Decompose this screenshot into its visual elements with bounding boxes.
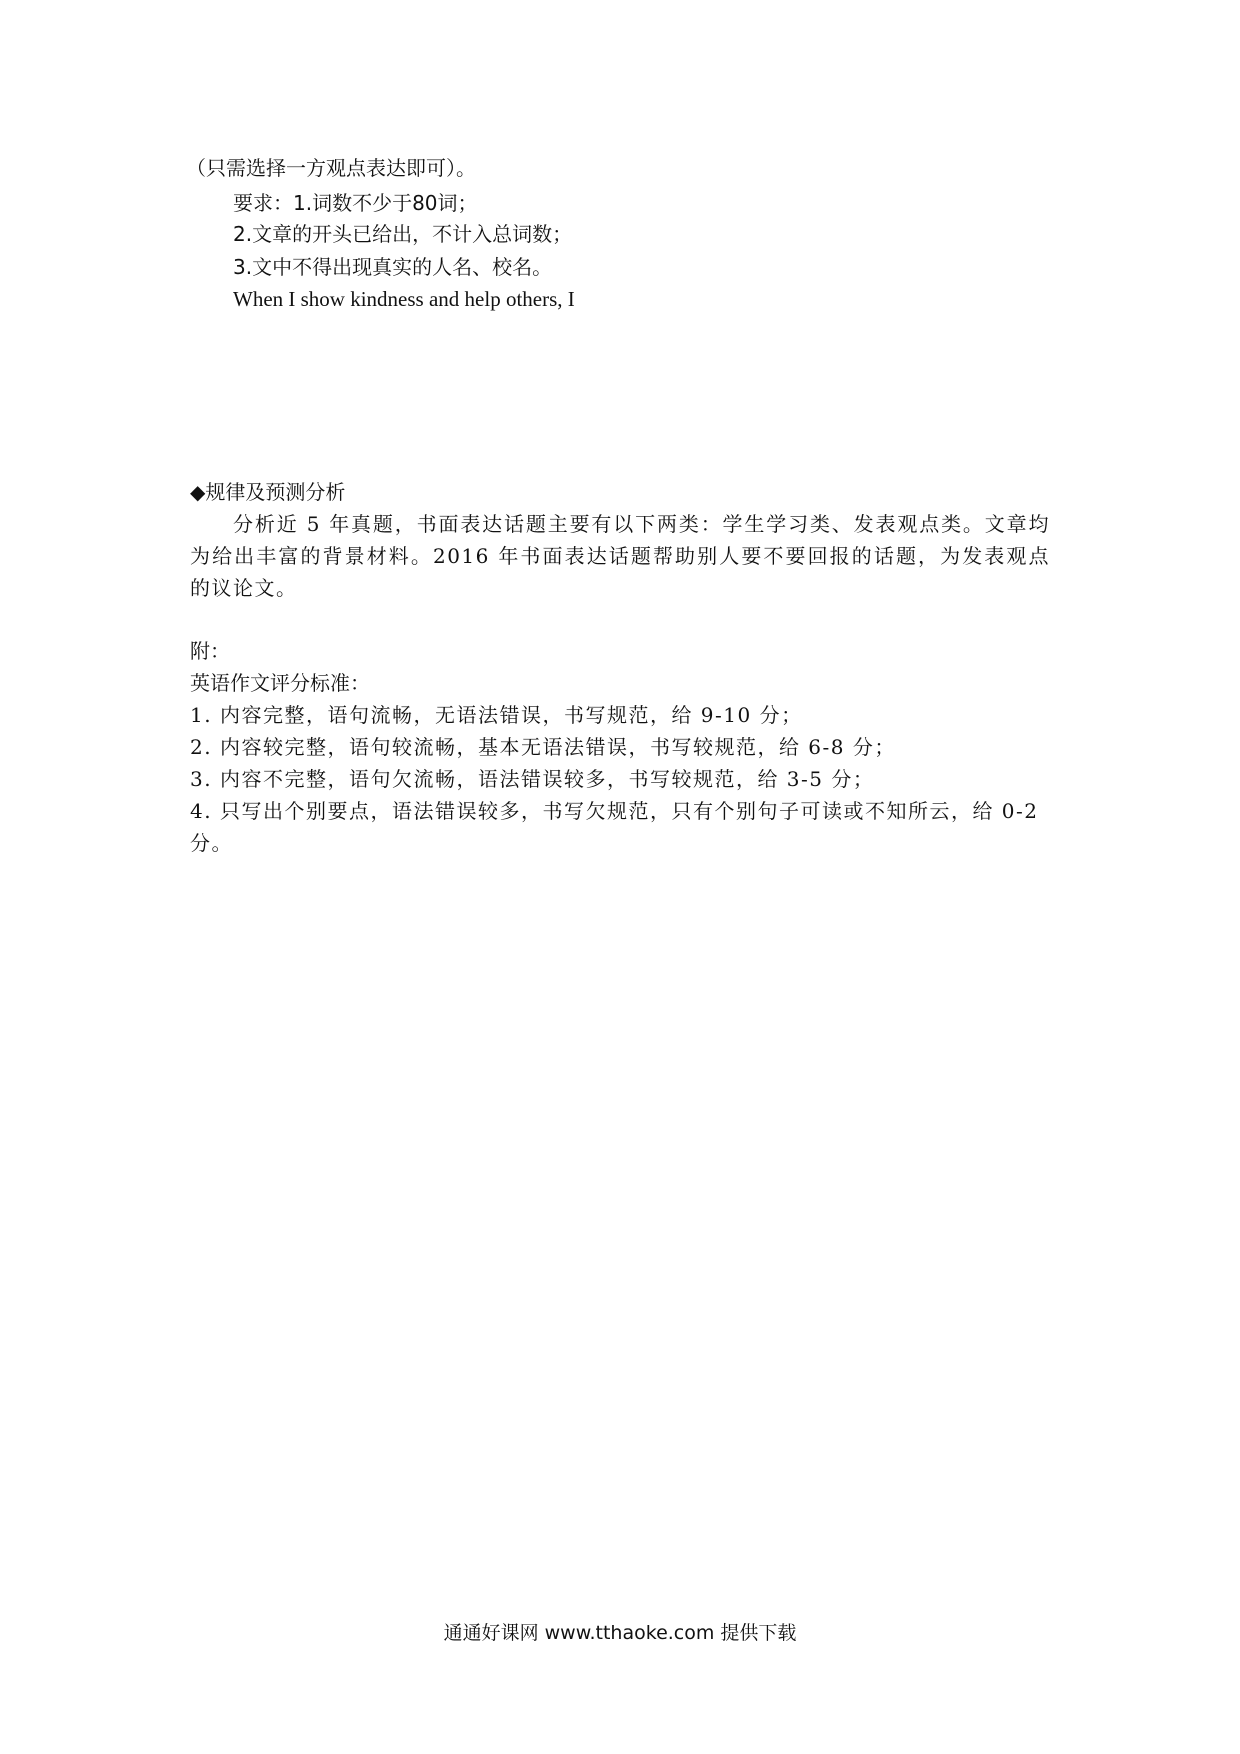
choose-note: （只需选择一方观点表达即可）。 (186, 156, 476, 180)
requirement-3: 3.文中不得出现真实的人名、校名。 (233, 255, 553, 279)
analysis-paragraph: 分析近 5 年真题，书面表达话题主要有以下两类：学生学习类、发表观点类。文章均为给出丰富的背景材料。2016 年书面表达话题帮助别人要不要回报的话题，为发表观点的议论文。 (190, 512, 1050, 600)
criteria-item: 4. 只写出个别要点，语法错误较多，书写欠规范，只有个别句子可读或不知所云，给 0-2 分。 (190, 799, 1039, 855)
criteria-item: 2. 内容较完整，语句较流畅，基本无语法错误，书写较规范，给 6-8 分； (190, 735, 896, 759)
essay-opening: When I show kindness and help others, I (233, 287, 575, 311)
criteria-item: 3. 内容不完整，语句欠流畅，语法错误较多，书写较规范，给 3-5 分； (190, 767, 875, 791)
analysis-heading: ◆规律及预测分析 (190, 480, 346, 504)
requirement-1: 要求：1.词数不少于80词； (233, 191, 478, 215)
criteria-title: 英语作文评分标准： (190, 671, 370, 695)
requirement-2: 2.文章的开头已给出，不计入总词数； (233, 222, 573, 246)
appendix-label: 附： (190, 639, 230, 663)
footer-source: 通通好课网 www.tthaoke.com 提供下载 (443, 1622, 797, 1644)
criteria-item: 1. 内容完整，语句流畅，无语法错误，书写规范，给 9-10 分； (190, 703, 803, 727)
